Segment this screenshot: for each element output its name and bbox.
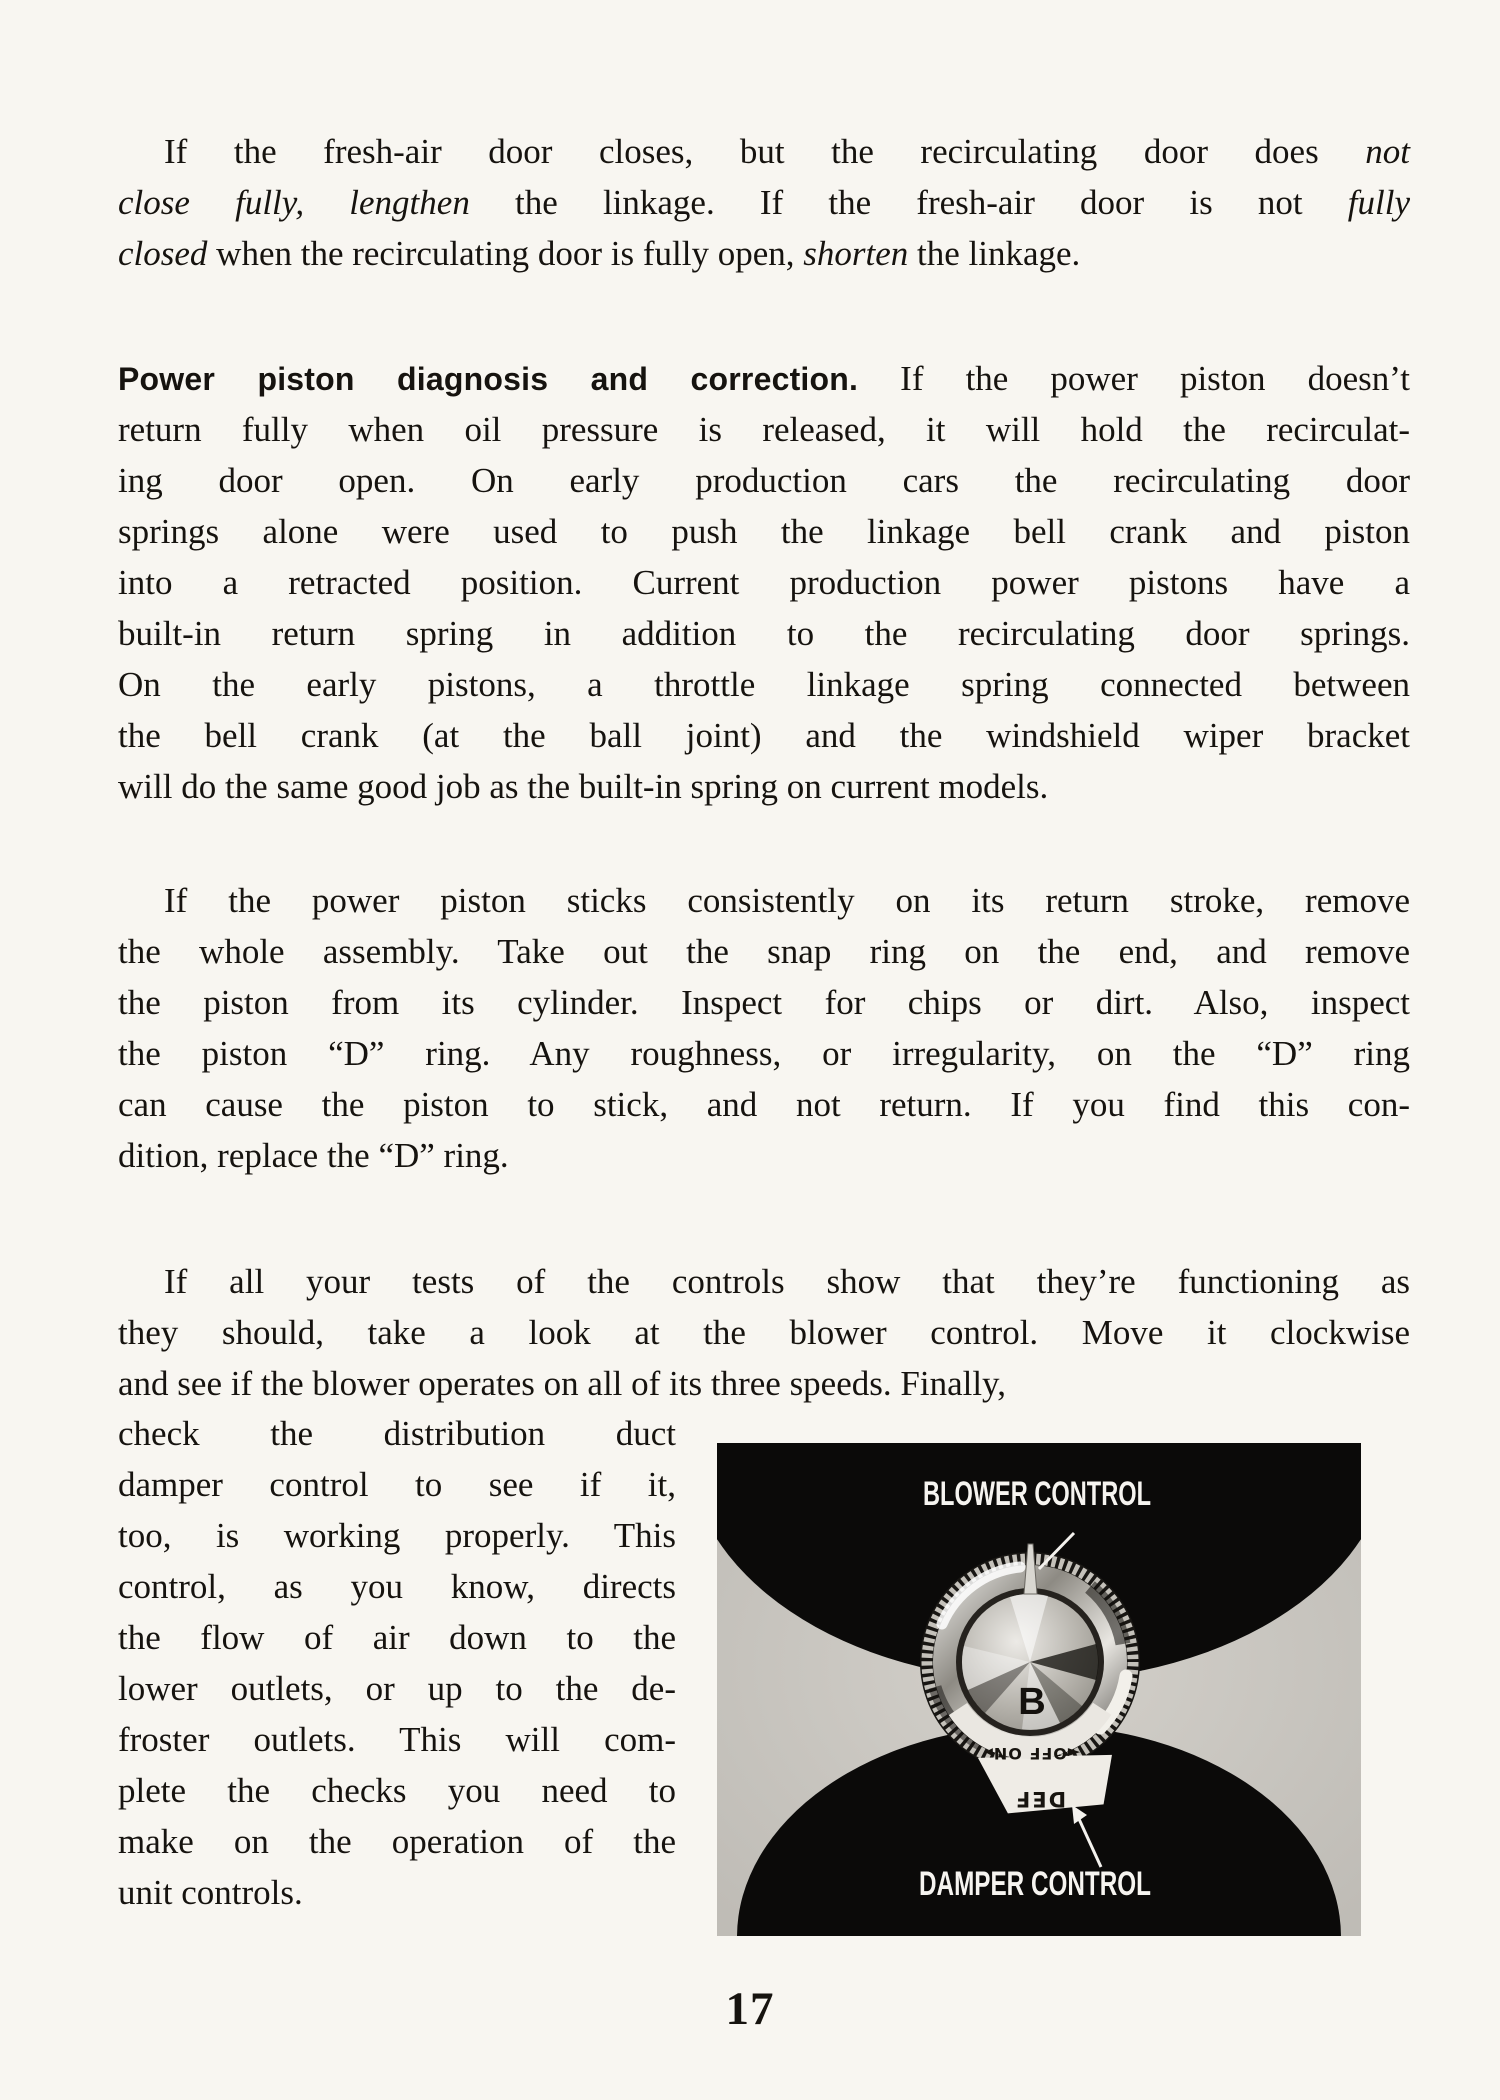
text-line: dition, replace the “D” ring.: [118, 1136, 509, 1175]
text-line: return fully when oil pressure is released, it will hold the recirculat-: [118, 410, 1410, 449]
knob-letter-b: B: [1018, 1681, 1046, 1723]
text-line: springs alone were used to push the linkage bell crank and piston: [118, 512, 1410, 551]
text-line: If the fresh-air door closes, but the recirculating door does not: [164, 132, 1410, 171]
text-line: plete the checks you need to: [118, 1771, 676, 1810]
paragraph-controls-check-wide: [118, 1256, 1410, 1409]
blower-control-label: BLOWER CONTROL: [923, 1475, 1151, 1513]
text-line: close fully, lengthen the linkage. If the fresh-air door is not fully: [118, 183, 1410, 222]
paragraph-piston-sticking: [118, 875, 1410, 1181]
text-line: check the distribution duct: [118, 1414, 676, 1453]
text-line: On the early pistons, a throttle linkage spring connected between: [118, 665, 1410, 704]
text-line: If the power piston sticks consistently on its return stroke, remove: [164, 881, 1410, 920]
text-line: lower outlets, or up to the de-: [118, 1669, 676, 1708]
text-line: make on the operation of the: [118, 1822, 676, 1861]
text-line: damper control to see if it,: [118, 1465, 676, 1504]
text-line: they should, take a look at the blower control. Move it clockwise: [118, 1313, 1410, 1352]
text-line: into a retracted position. Current production power pistons have a: [118, 563, 1410, 602]
text-line: the piston from its cylinder. Inspect for chips or dirt. Also, inspect: [118, 983, 1410, 1022]
text-line: control, as you know, directs: [118, 1567, 676, 1606]
text-line: the bell crank (at the ball joint) and the windshield wiper bracket: [118, 716, 1410, 755]
text-line: froster outlets. This will com-: [118, 1720, 676, 1759]
text-line: closed when the recirculating door is fully open, shorten the linkage.: [118, 234, 1081, 273]
text-line: will do the same good job as the built-in spring on current models.: [118, 767, 1049, 806]
text-line: ing door open. On early production cars the recirculating door: [118, 461, 1410, 500]
text-line: and see if the blower operates on all of its three speeds. Finally,: [118, 1364, 1007, 1403]
paragraph-controls-check-narrow: [118, 1408, 676, 1918]
text-line: the whole assembly. Take out the snap ring on the end, and remove: [118, 932, 1410, 971]
text-line: built-in return spring in addition to the recirculating door springs.: [118, 614, 1410, 653]
text-line: the flow of air down to the: [118, 1618, 676, 1657]
paragraph-linkage-adjustment: [118, 126, 1410, 279]
text-line: too, is working properly. This: [118, 1516, 676, 1555]
text-line: Power piston diagnosis and correction. If the power piston doesn’t: [118, 359, 1410, 398]
control-knob-photo: [717, 1443, 1361, 1936]
paragraph-power-piston-diagnosis: [118, 353, 1410, 812]
damper-control-label: DAMPER CONTROL: [919, 1865, 1151, 1903]
text-line: can cause the piston to stick, and not return. If you find this con-: [118, 1085, 1410, 1124]
text-line: the piston “D” ring. Any roughness, or irregularity, on the “D” ring: [118, 1034, 1410, 1073]
def-tab-text: DEF: [1013, 1787, 1067, 1811]
control-knob-figure: [717, 1443, 1361, 1936]
page-number: 17: [725, 1983, 775, 2035]
off-on-band-text: ◄OFF ON▸: [983, 1744, 1081, 1763]
text-line: unit controls.: [118, 1873, 303, 1912]
text-line: If all your tests of the controls show that they’re functioning as: [164, 1262, 1410, 1301]
